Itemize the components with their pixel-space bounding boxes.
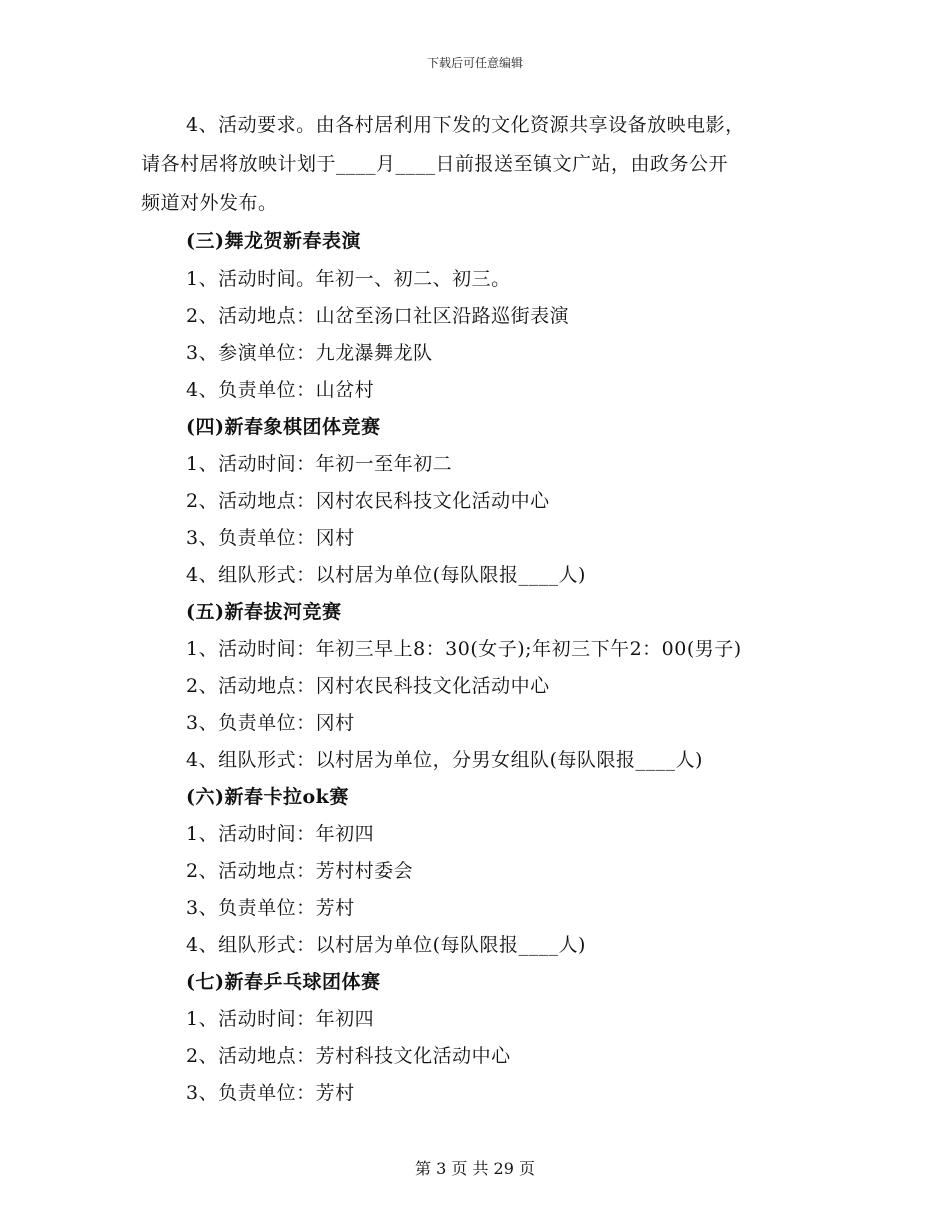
section-heading: (三)舞龙贺新春表演 bbox=[186, 230, 361, 252]
section-heading: (六)新春卡拉ok赛 bbox=[186, 786, 349, 808]
text-line: 2、活动地点：冈村农民科技文化活动中心 bbox=[186, 675, 550, 697]
text-line: 4、组队形式：以村居为单位，分男女组队(每队限报____人) bbox=[186, 749, 703, 771]
text-line: 2、活动地点：山岔至汤口社区沿路巡街表演 bbox=[186, 305, 570, 327]
page-footer: 第 3 页 共 29 页 bbox=[415, 1159, 535, 1178]
text-line: 4、负责单位：山岔村 bbox=[186, 379, 375, 401]
text-line: 频道对外发布。 bbox=[141, 192, 278, 214]
page-header: 下载后可任意编辑 bbox=[426, 56, 523, 70]
text-line: 3、参演单位：九龙瀑舞龙队 bbox=[186, 342, 433, 364]
text-line: 3、负责单位：芳村 bbox=[186, 897, 355, 919]
text-line: 1、活动时间。年初一、初二、初三。 bbox=[186, 268, 511, 290]
text-line: 4、活动要求。由各村居利用下发的文化资源共享设备放映电影， bbox=[186, 114, 745, 136]
text-line: 4、组队形式：以村居为单位(每队限报____人) bbox=[186, 564, 586, 586]
text-line: 2、活动地点：芳村科技文化活动中心 bbox=[186, 1045, 511, 1067]
text-line: 1、活动时间：年初四 bbox=[186, 823, 375, 845]
text-line: 3、负责单位：冈村 bbox=[186, 527, 355, 549]
text-line: 2、活动地点：芳村村委会 bbox=[186, 860, 414, 882]
section-heading: (四)新春象棋团体竞赛 bbox=[186, 416, 381, 438]
text-line: 1、活动时间：年初一至年初二 bbox=[186, 453, 453, 475]
text-line: 1、活动时间：年初四 bbox=[186, 1008, 375, 1030]
section-heading: (七)新春乒乓球团体赛 bbox=[186, 971, 381, 993]
text-line: 3、负责单位：冈村 bbox=[186, 712, 355, 734]
text-line: 3、负责单位：芳村 bbox=[186, 1082, 355, 1104]
text-line: 请各村居将放映计划于____月____日前报送至镇文广站，由政务公开 bbox=[141, 153, 729, 175]
text-line: 2、活动地点：冈村农民科技文化活动中心 bbox=[186, 490, 550, 512]
text-line: 1、活动时间：年初三早上8：30(女子);年初三下午2：00(男子) bbox=[186, 638, 742, 660]
section-heading: (五)新春拔河竞赛 bbox=[186, 601, 342, 623]
text-line: 4、组队形式：以村居为单位(每队限报____人) bbox=[186, 934, 586, 956]
